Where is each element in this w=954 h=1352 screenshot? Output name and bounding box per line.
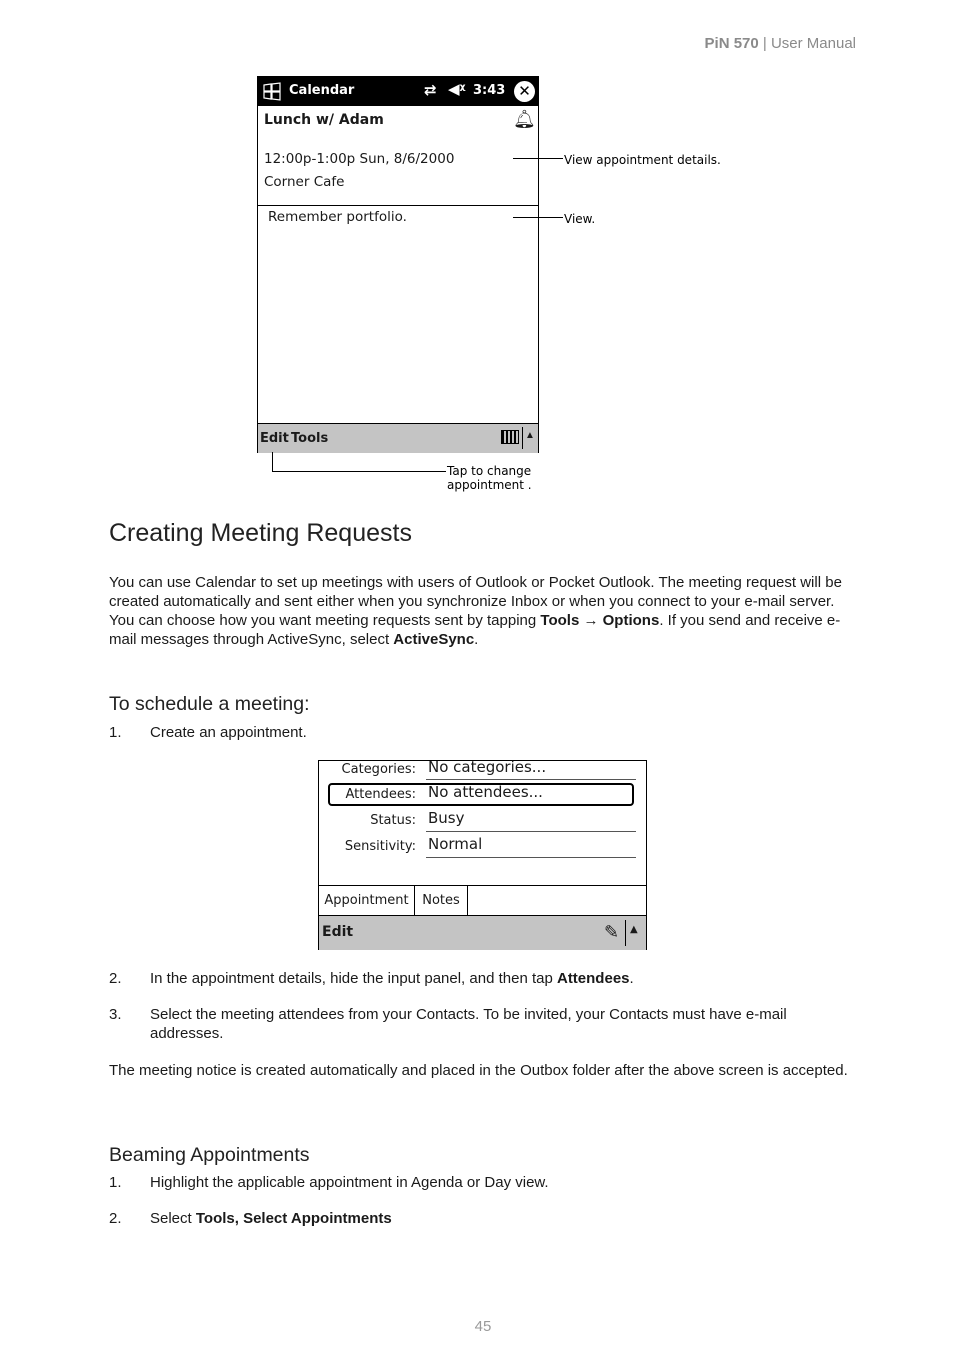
menu-edit[interactable]: Edit xyxy=(322,924,354,940)
callout-tap-change-line1: Tap to change xyxy=(447,464,532,478)
step-number: 2. xyxy=(109,1210,122,1227)
step-number: 1. xyxy=(109,724,122,741)
appointment-notes: Remember portfolio. xyxy=(268,209,407,225)
field-value[interactable]: Normal xyxy=(428,835,483,853)
field-value[interactable]: Busy xyxy=(428,809,465,827)
field-label: Status: xyxy=(370,813,416,828)
header-doc-title: User Manual xyxy=(770,35,856,52)
step-tools-select: Tools, Select Appointments xyxy=(195,1210,392,1227)
callout-tap-change xyxy=(447,464,532,492)
tab-appointment[interactable]: Appointment xyxy=(319,886,415,915)
appointment-subject: Lunch w/ Adam xyxy=(264,112,384,128)
callout-line xyxy=(272,452,273,472)
bell-icon: 🔔︎ xyxy=(513,109,536,129)
field-label: Categories: xyxy=(341,762,416,777)
step-text: Select the meeting attendees from your Contacts. To be invited, your Contacts must have e-mail addresses. xyxy=(150,1006,787,1042)
windows-flag-icon[interactable] xyxy=(261,81,283,102)
app-title: Calendar xyxy=(289,83,355,98)
appointment-location: Corner Cafe xyxy=(264,174,345,190)
calendar-appointment-screenshot xyxy=(257,76,539,453)
step-attendees: Attendees xyxy=(556,970,630,987)
speaker-muted-icon[interactable]: ◀ᵡ xyxy=(448,80,466,98)
step-number: 1. xyxy=(109,1174,122,1191)
callout-line xyxy=(513,217,563,218)
tab-notes[interactable]: Notes xyxy=(415,886,468,915)
intro-tools: Tools xyxy=(540,612,580,629)
intro-text-2: . If you send and receive e-mail messages through ActiveSync, select xyxy=(109,612,841,648)
sync-arrows-icon[interactable]: ⇄ xyxy=(424,81,437,99)
appointment-time: 12:00p-1:00p Sun, 8/6/2000 xyxy=(264,151,455,167)
intro-activesync: ActiveSync xyxy=(393,631,475,648)
beaming-heading: Beaming Appointments xyxy=(109,1144,310,1166)
step-text-part: In the appointment details, hide the input panel, and then tap xyxy=(150,970,557,987)
pen-icon[interactable]: ✎ xyxy=(604,922,620,943)
step-text xyxy=(150,969,850,988)
header-brand: PiN 570 xyxy=(704,35,759,52)
page-number: 45 xyxy=(474,1318,492,1335)
header-separator: | xyxy=(758,35,771,52)
step-text: Create an appointment. xyxy=(150,724,307,741)
menu-tools[interactable]: Tools xyxy=(291,431,329,446)
callout-line xyxy=(513,158,563,159)
field-label: Attendees: xyxy=(345,787,416,802)
divider xyxy=(625,920,626,946)
field-label: Sensitivity: xyxy=(344,839,416,854)
intro-paragraph xyxy=(109,573,861,649)
tab-bar xyxy=(319,885,646,916)
running-header xyxy=(705,35,856,52)
divider xyxy=(258,205,538,206)
keyboard-icon[interactable] xyxy=(501,430,519,444)
close-icon[interactable]: ✕ xyxy=(514,81,535,102)
callout-line xyxy=(272,471,446,472)
divider xyxy=(522,427,523,449)
menu-bar xyxy=(319,915,646,950)
title-bar xyxy=(258,77,538,106)
divider xyxy=(426,831,636,832)
step-text-part: Select xyxy=(150,1210,196,1227)
clock-time[interactable]: 3:43 xyxy=(473,83,506,98)
step-text: Highlight the applicable appointment in Agenda or Day view. xyxy=(150,1174,549,1191)
up-arrow-icon[interactable]: ▲ xyxy=(630,924,638,935)
field-value[interactable]: No attendees... xyxy=(428,783,543,801)
menu-edit[interactable]: Edit xyxy=(260,431,289,446)
intro-text-3: . xyxy=(474,631,479,648)
field-value[interactable]: No categories... xyxy=(428,758,547,776)
intro-arrow: → xyxy=(579,612,603,629)
appointment-details-screenshot xyxy=(318,760,647,950)
divider xyxy=(426,857,636,858)
callout-view-details: View appointment details. xyxy=(564,153,721,167)
intro-options: Options xyxy=(602,612,660,629)
intro-text-1: You can use Calendar to set up meetings with users of Outlook or Pocket Outlook. The meeting request will be created automatically and sent either when you synchronize Inbox or when you connect to your e-mail server. You can choose how you want meeting requests sent by tapping xyxy=(109,574,842,629)
divider xyxy=(426,779,636,780)
closing-paragraph: The meeting notice is created automatically and placed in the Outbox folder after the above screen is accepted. xyxy=(109,1062,848,1079)
step-text xyxy=(150,1209,850,1228)
callout-tap-change-line2: appointment . xyxy=(447,478,532,492)
section-title: Creating Meeting Requests xyxy=(109,519,412,547)
step-number: 3. xyxy=(109,1006,122,1023)
up-arrow-icon[interactable]: ▲ xyxy=(525,430,535,441)
menu-bar xyxy=(258,423,538,453)
schedule-heading: To schedule a meeting: xyxy=(109,693,310,715)
callout-view: View. xyxy=(564,212,596,226)
field-attendees[interactable] xyxy=(319,783,646,808)
step-text-part: . xyxy=(629,970,634,987)
step-number: 2. xyxy=(109,970,122,987)
